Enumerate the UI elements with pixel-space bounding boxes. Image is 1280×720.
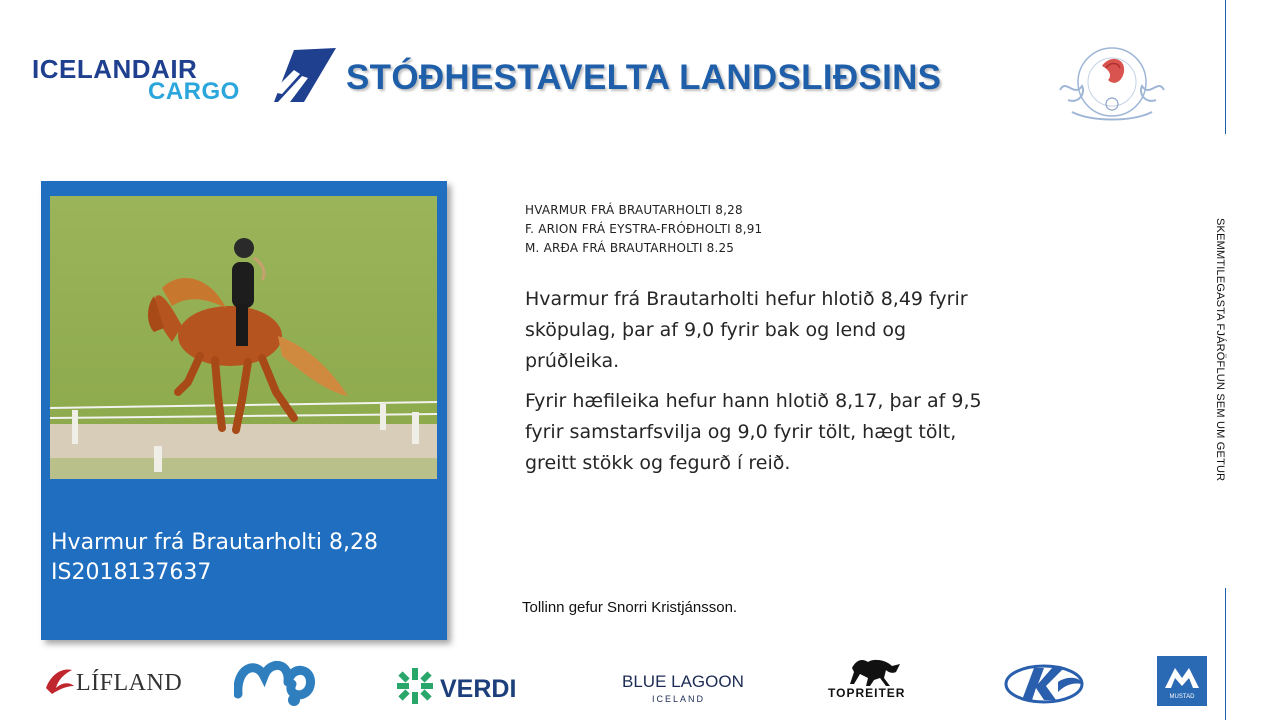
ms-logo xyxy=(234,656,316,708)
verdi-star-icon xyxy=(395,666,435,706)
verdi-text: VERDI xyxy=(440,675,517,703)
mustad-mountain-icon xyxy=(1157,656,1207,692)
lifland-swirl-icon xyxy=(42,662,78,698)
verdi-logo xyxy=(395,666,520,706)
topreiter-text: TOPREITER xyxy=(828,686,906,700)
side-tagline xyxy=(1209,218,1235,508)
horse-name-caption: Hvarmur frá Brautarholti 8,28 xyxy=(51,530,378,555)
mustad-logo xyxy=(1157,656,1207,706)
sponsor-note: Tollinn gefur Snorri Kristjánsson. xyxy=(522,599,738,616)
right-divider-bottom xyxy=(1225,588,1226,720)
page-title: STÓÐHESTAVELTA LANDSLIÐSINS xyxy=(346,58,942,97)
logo-icelandair-text: ICELANDAIR xyxy=(32,54,198,84)
landssamband-hestamannafelaga-seal xyxy=(1052,38,1174,128)
pedigree-mother: M. ARÐA FRÁ BRAUTARHOLTI 8.25 xyxy=(525,241,735,255)
logo-cargo-text: CARGO xyxy=(148,78,240,105)
icelandair-cargo-logo xyxy=(32,46,307,104)
blue-lagoon-text: BLUE LAGOON xyxy=(622,672,744,691)
pedigree-horse: HVARMUR FRÁ BRAUTARHOLTI 8,28 xyxy=(525,203,743,217)
side-tagline-text: SKEMMTILEGASTA FJÁRÖFLUN SEM UM GETUR xyxy=(1214,218,1226,482)
horse-photo xyxy=(50,196,437,479)
mustad-text: MUSTAD xyxy=(1169,694,1195,700)
lifland-logo xyxy=(42,660,182,700)
icelandair-wing-icon xyxy=(242,46,337,104)
ks-logo xyxy=(1000,658,1086,708)
horse-silhouette-icon xyxy=(846,654,902,688)
pedigree-father: F. ARION FRÁ EYSTRA-FRÓÐHOLTI 8,91 xyxy=(525,222,763,236)
right-divider-top xyxy=(1225,0,1226,134)
description-paragraph-2: Fyrir hæfileika hefur hann hlotið 8,17, þar af 9,5 fyrir samstarfsvilja og 9,0 fyrir tölt, hægt tölt, greitt stökk og fegurð í reið. xyxy=(525,390,982,474)
mustad-box xyxy=(1157,656,1207,706)
horse-id-caption: IS2018137637 xyxy=(51,560,212,585)
lifland-text: LÍFLAND xyxy=(76,670,183,696)
blue-lagoon-subtext: ICELAND xyxy=(652,694,706,704)
blue-lagoon-logo xyxy=(622,672,744,706)
description-paragraph-1: Hvarmur frá Brautarholti hefur hlotið 8,49 fyrir sköpulag, þar af 9,0 fyrir bak og lend og prúðleika. xyxy=(525,288,968,372)
topreiter-logo xyxy=(828,654,918,704)
